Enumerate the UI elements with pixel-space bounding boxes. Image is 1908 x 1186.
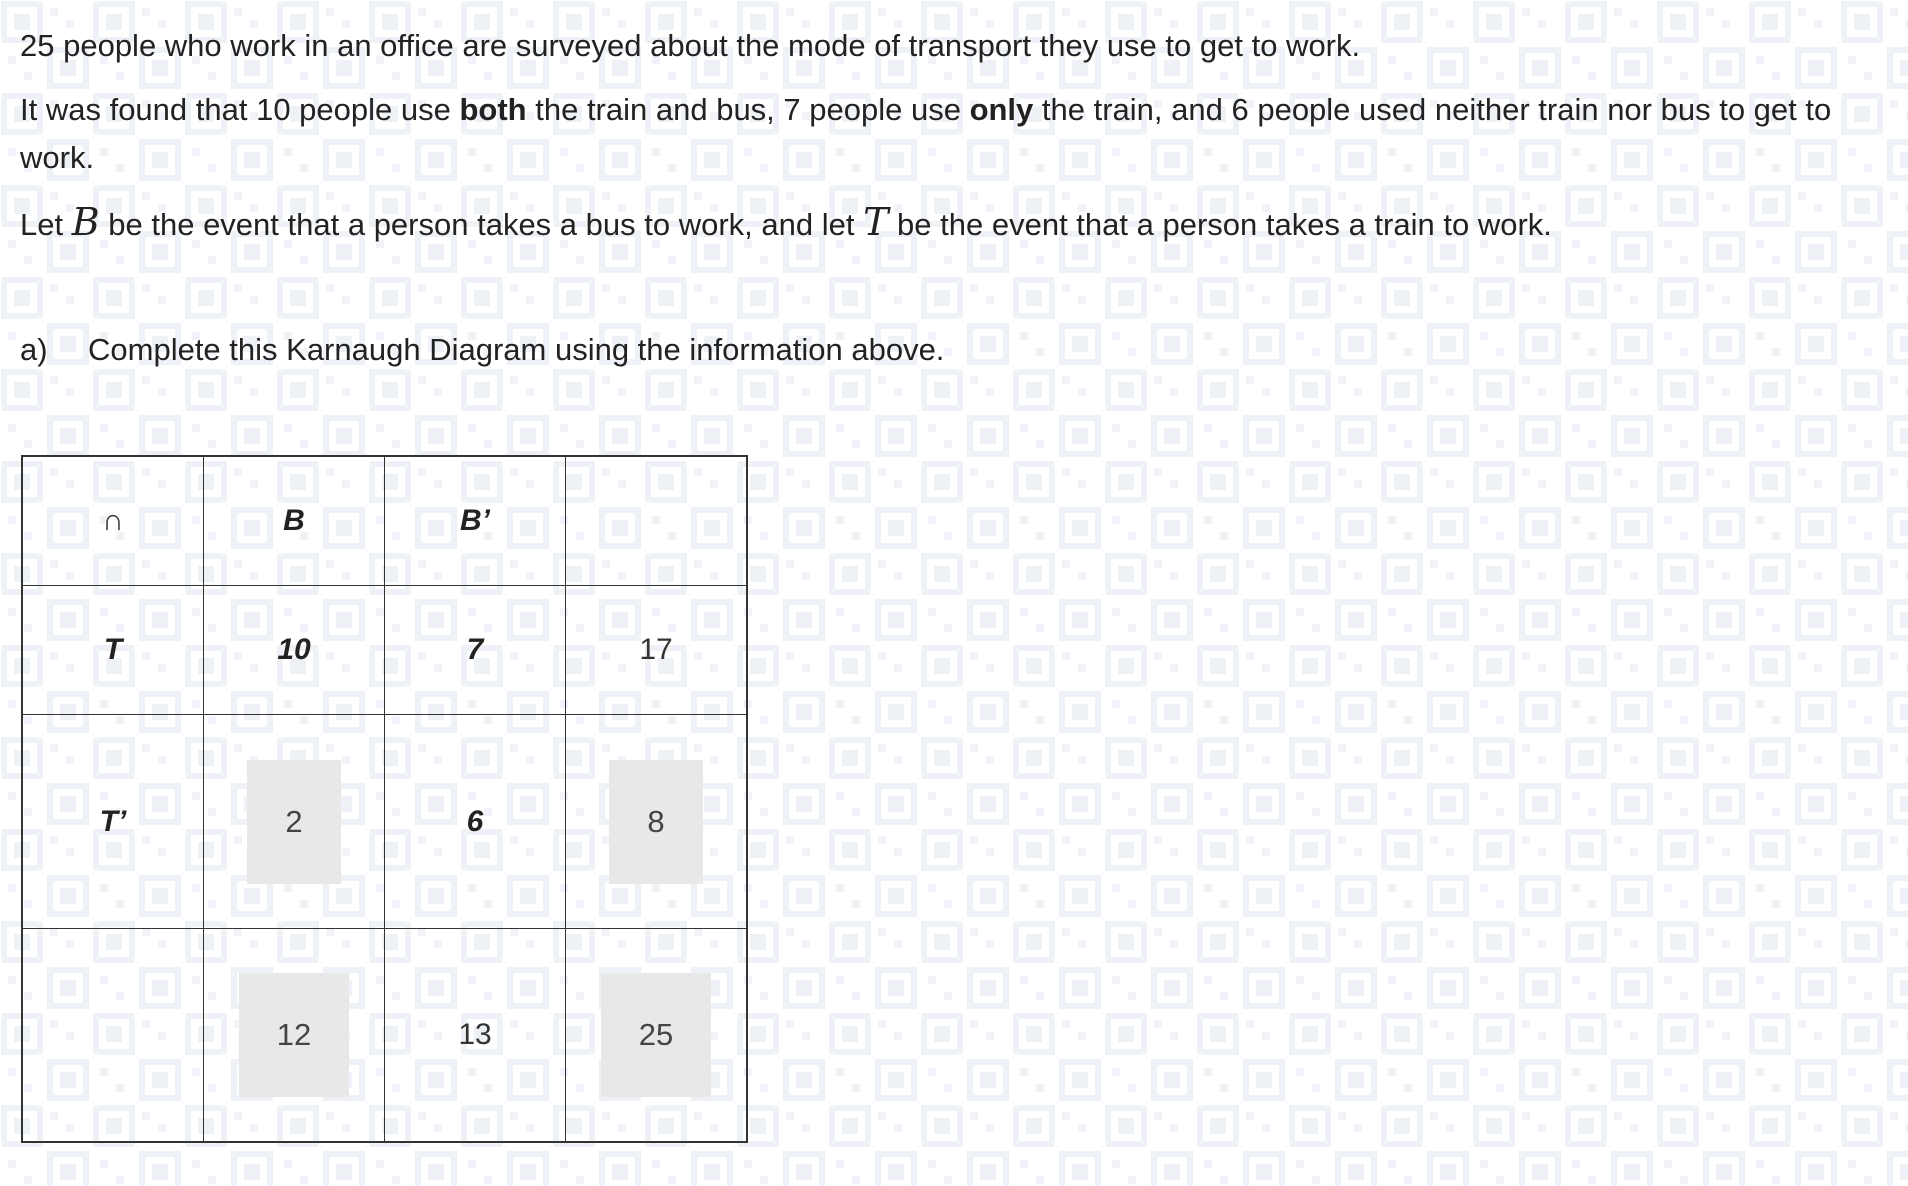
intro-line-3-part-a: Let xyxy=(20,207,72,242)
question-text: Complete this Karnaugh Diagram using the information above. xyxy=(88,332,945,367)
kmap-cell-total-bprime xyxy=(385,929,566,1143)
cell-tprime-bprime-value: 6 xyxy=(466,804,484,838)
cell-t-total-value: 17 xyxy=(639,633,673,666)
cell-t-b-value: 10 xyxy=(277,633,311,666)
kmap-cell-tprime-bprime xyxy=(385,715,566,929)
cell-total-bprime-value: 13 xyxy=(458,1018,492,1051)
kmap-row-header-t-prime xyxy=(22,715,204,929)
kmap-header-row xyxy=(22,456,747,586)
intersection-symbol: ∩ xyxy=(102,504,124,537)
answer-box-grand-total[interactable]: 25 xyxy=(601,973,711,1097)
kmap-cell-t-bprime xyxy=(385,586,566,715)
intro-line-1-text: 25 people who work in an office are surveyed about the mode of transport they use to get to work. xyxy=(20,28,1361,63)
kmap-cell-tprime-b xyxy=(204,715,385,929)
kmap-col-header-total xyxy=(566,456,748,586)
kmap-cell-tprime-total xyxy=(566,715,748,929)
kmap-col-header-b xyxy=(204,456,385,586)
kmap-row-t xyxy=(22,586,747,715)
row-header-t-prime-label: T’ xyxy=(99,804,127,838)
kmap-cell-t-total xyxy=(566,586,748,715)
kmap-cell-total-b xyxy=(204,929,385,1143)
kmap-corner-cell xyxy=(22,456,204,586)
intro-line-2-part-a: It was found that 10 people use xyxy=(20,92,460,127)
emphasis-both: both xyxy=(459,92,527,127)
question-a xyxy=(20,326,944,374)
answer-box-tprime-total[interactable]: 8 xyxy=(609,760,703,884)
row-header-t-label: T xyxy=(103,633,123,666)
math-variable-b: B xyxy=(71,200,100,244)
intro-line-1 xyxy=(20,22,1880,70)
intro-line-2-part-c: the train, and 6 people used neither train nor bus to get to work. xyxy=(20,92,1832,175)
answer-box-tprime-b[interactable]: 2 xyxy=(247,760,341,884)
kmap-row-t-prime xyxy=(22,715,747,929)
karnaugh-diagram xyxy=(21,455,748,1143)
kmap-row-header-total xyxy=(22,929,204,1143)
math-variable-t: T xyxy=(863,200,889,244)
emphasis-only: only xyxy=(969,92,1034,127)
kmap-row-total xyxy=(22,929,747,1143)
intro-line-3 xyxy=(20,198,1880,249)
intro-line-3-part-b: be the event that a person takes a bus to work, and let xyxy=(99,207,864,242)
question-label: a) xyxy=(20,332,48,367)
kmap-col-header-b-prime xyxy=(385,456,566,586)
kmap-cell-grand-total xyxy=(566,929,748,1143)
cell-t-bprime-value: 7 xyxy=(466,633,484,666)
kmap-cell-t-b xyxy=(204,586,385,715)
intro-line-2-part-b: the train and bus, 7 people use xyxy=(526,92,970,127)
col-header-b-label: B xyxy=(283,504,305,537)
intro-line-3-part-c: be the event that a person takes a train to work. xyxy=(888,207,1552,242)
intro-line-2 xyxy=(20,86,1900,182)
col-header-b-prime-label: B’ xyxy=(460,504,490,537)
kmap-row-header-t xyxy=(22,586,204,715)
answer-box-total-b[interactable]: 12 xyxy=(239,973,349,1097)
